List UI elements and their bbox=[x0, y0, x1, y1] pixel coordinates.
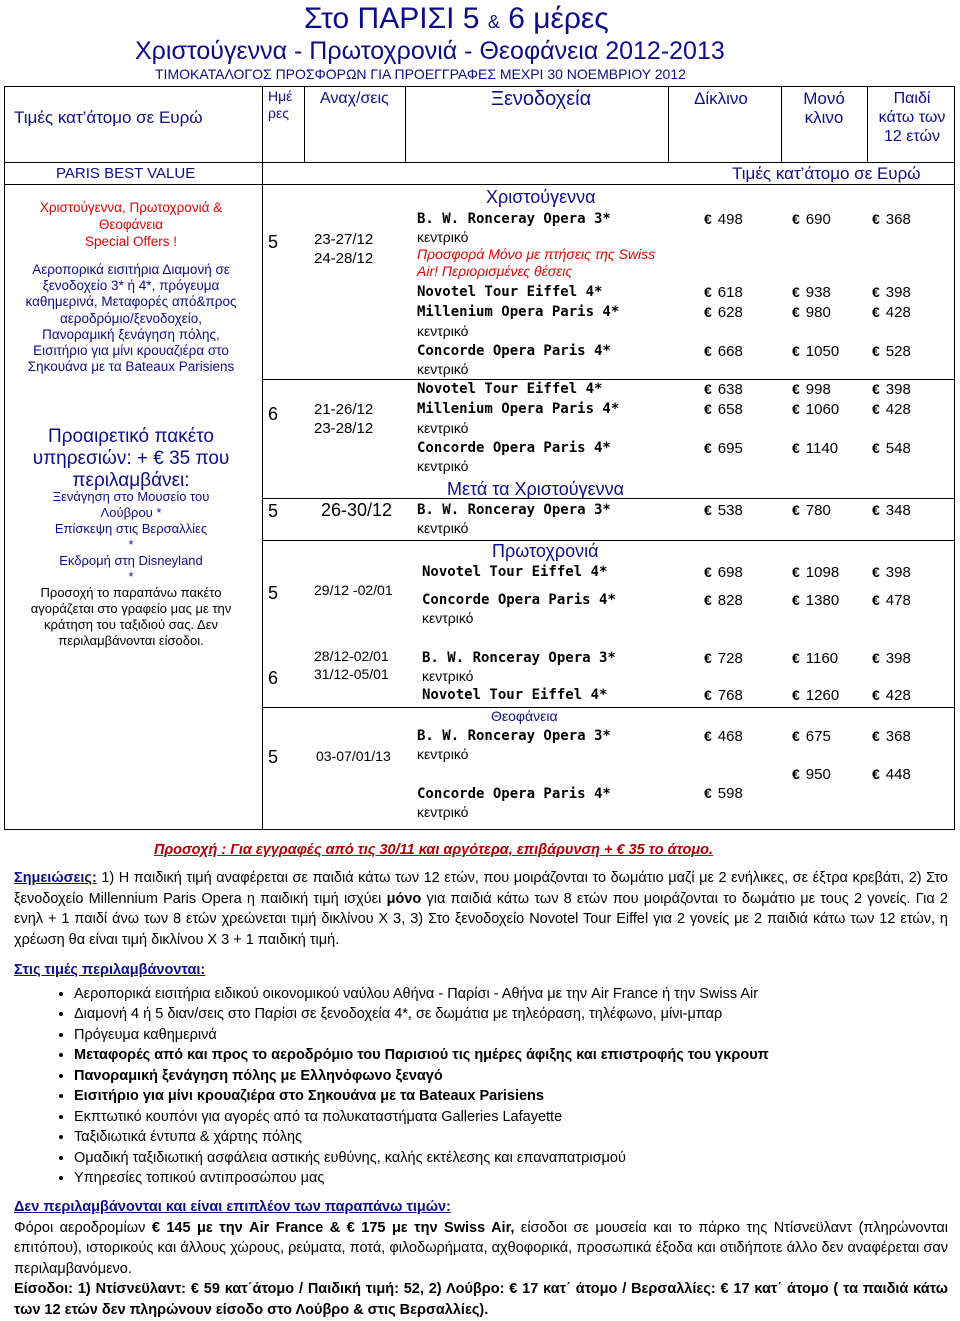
dates-3: 26-30/12 bbox=[321, 500, 393, 520]
euro-icon: € bbox=[792, 381, 800, 397]
price-child bbox=[872, 401, 911, 418]
price-value: 628 bbox=[717, 304, 743, 321]
package-warning: Προσοχή το παραπάνω πακέτο αγοράζεται στο γραφείο μας με την κράτηση του ταξιδιού σας. Δεν περιλαμβάνονται είσοδοι. bbox=[30, 585, 232, 648]
includes-text: Αεροπορικά εισιτήρια Διαμονή σε ξενοδοχείο 3* ή 4*, πρόγευμα καθημερινά, Μεταφορές από&προς αεροδρόμιο/ξενοδοχείο, Πανοραμική ξενάγηση πόλης, Εισιτήριο για μίνι κρουαζιέρα στο Σηκουάνα με τα Bateaux Parisiens bbox=[25, 262, 237, 375]
header-row-border bbox=[4, 162, 955, 163]
dates-5b: 31/12-05/01 bbox=[314, 666, 389, 682]
optional-disneyland: Εκδρομή στη Disneyland bbox=[59, 553, 203, 568]
price-value: 938 bbox=[805, 284, 831, 301]
euro-icon: € bbox=[872, 502, 880, 518]
price-value: 828 bbox=[717, 592, 743, 609]
price-child bbox=[872, 592, 911, 609]
euro-icon: € bbox=[704, 440, 712, 456]
price-value: 428 bbox=[885, 304, 911, 321]
price-value: 728 bbox=[717, 650, 743, 667]
euro-icon: € bbox=[872, 564, 880, 580]
col-departures: Αναχ/σεις bbox=[320, 90, 389, 107]
euro-icon: € bbox=[704, 564, 712, 580]
value-row-border bbox=[4, 184, 955, 185]
star-2: * bbox=[128, 569, 134, 584]
price-child bbox=[872, 304, 911, 321]
euro-icon: € bbox=[872, 211, 880, 227]
notes-text: 1) Η παιδική τιμή αναφέρεται σε παιδιά κάτω των 12 ετών, που μοιράζονται το δωμάτιο μαζί με 2 ενήλικες, σε έξτρα κρεβάτι, 2) Στο ξενοδοχείο Millennium Paris Opera η παιδική τιμή ισχύει bbox=[14, 870, 948, 907]
list-item: • Πρόγευμα καθημερινά bbox=[74, 1025, 948, 1046]
not-included-section bbox=[14, 1197, 948, 1320]
hotel-central-7: κεντρικό bbox=[422, 610, 474, 626]
days-divider bbox=[304, 86, 305, 163]
taxes-amounts: € 145 με την Air France & € 175 με την Swiss Air, bbox=[151, 1219, 515, 1236]
euro-icon: € bbox=[792, 401, 800, 417]
price-single bbox=[792, 304, 831, 321]
price-value: 548 bbox=[885, 440, 911, 457]
price-single bbox=[792, 592, 839, 609]
price-single bbox=[792, 343, 839, 360]
price-child bbox=[872, 502, 911, 519]
taxes-label: Φόροι αεροδρομίων bbox=[14, 1219, 146, 1236]
catalog-line: ΤΙΜΟΚΑΤΑΛΟΓΟΣ ΠΡΟΣΦΟΡΩΝ ΓΙΑ ΠΡΟΕΓΓΡΑΦΕΣ ΜΕΧΡΙ 30 ΝΟΕΜΒΡΙΟΥ 2012 bbox=[155, 66, 686, 82]
euro-icon: € bbox=[872, 440, 880, 456]
price-single bbox=[792, 687, 839, 704]
euro-icon: € bbox=[704, 502, 712, 518]
hotel-novotel-3: Novotel Tour Eiffel 4* bbox=[422, 564, 608, 580]
late-booking-warning: Προσοχή : Για εγγραφές από τις 30/11 και αργότερα, επιβάρυνση + € 35 το άτομο. bbox=[154, 842, 713, 858]
col-child-label: Παιδί κάτω των 12 ετών bbox=[878, 90, 946, 145]
euro-icon: € bbox=[704, 592, 712, 608]
euro-icon: € bbox=[704, 687, 712, 703]
price-single bbox=[792, 650, 838, 667]
section-epiphany: Θεοφάνεια bbox=[491, 708, 558, 724]
price-double bbox=[704, 564, 743, 581]
days-6: 5 bbox=[268, 747, 279, 767]
price-double bbox=[704, 401, 743, 418]
price-value: 468 bbox=[717, 728, 743, 745]
list-item: • Εκπτωτικό κουπόνι για αγορές από τα πολυκαταστήματα Galleries Lafayette bbox=[74, 1107, 948, 1128]
euro-icon: € bbox=[704, 284, 712, 300]
price-value: 478 bbox=[885, 592, 911, 609]
euro-icon: € bbox=[704, 650, 712, 666]
euro-icon: € bbox=[792, 440, 800, 456]
price-single bbox=[792, 564, 839, 581]
included-title: Στις τιμές περιλαμβάνονται: bbox=[14, 962, 206, 978]
price-child bbox=[872, 440, 911, 457]
optional-louvre: Ξενάγηση στο Μουσείο του Λούβρου * bbox=[52, 489, 210, 520]
euro-icon: € bbox=[872, 687, 880, 703]
hotel-novotel-4: Novotel Tour Eiffel 4* bbox=[422, 687, 608, 703]
euro-icon: € bbox=[872, 284, 880, 300]
price-value: 398 bbox=[885, 381, 911, 398]
euro-icon: € bbox=[704, 343, 712, 359]
euro-icon: € bbox=[872, 592, 880, 608]
prices-label-right: Τιμές κατ’άτομο σε Ευρώ bbox=[732, 164, 921, 183]
days-3: 5 bbox=[268, 501, 279, 521]
price-double bbox=[704, 304, 743, 321]
days-5: 6 bbox=[268, 668, 279, 688]
price-value: 1140 bbox=[805, 440, 839, 457]
page-subtitle: Χριστούγεννα - Πρωτοχρονιά - Θεοφάνεια 2012-2013 bbox=[135, 37, 725, 65]
hotel-millenium-1: Millenium Opera Paris 4* bbox=[417, 304, 620, 320]
price-value: 1060 bbox=[805, 401, 840, 418]
price-value: 368 bbox=[885, 728, 911, 745]
dates-1b: 24-28/12 bbox=[314, 250, 374, 267]
price-value: 598 bbox=[717, 785, 743, 802]
single-divider bbox=[867, 86, 868, 163]
notes-text-2: για παιδιά κάτω των 8 ετών που μοιράζονται το δωμάτιο με τους 2 γονείς. Για 2 ενηλ + 1 παιδί άνω των 8 ετών χρεώνεται τιμή δικλίνου Χ 3, 3) Στο ξενοδοχείο Novotel Tour Eiffel για 2 γονείς με 2 παιδιά κάτω των 12 ετών, η χρέωση θα είναι τιμή δικλίνου Χ 3 + 1 παιδική τιμή. bbox=[14, 890, 948, 948]
hotel-ronceray-3: B. W. Ronceray Opera 3* bbox=[422, 650, 616, 666]
price-double bbox=[704, 381, 743, 398]
price-value: 950 bbox=[805, 766, 831, 783]
price-value: 498 bbox=[717, 211, 743, 228]
dates-divider bbox=[405, 86, 406, 163]
col-single-label: Μονό κλινο bbox=[803, 89, 845, 127]
price-child bbox=[872, 650, 911, 667]
price-double bbox=[704, 592, 743, 609]
list-item: • Μεταφορές από και προς το αεροδρόμιο του Παρισιού τις ημέρες άφιξης και επιστροφής του γκρουπ bbox=[74, 1045, 948, 1066]
page-title bbox=[304, 2, 609, 36]
euro-icon: € bbox=[872, 650, 880, 666]
dates-1a: 23-27/12 bbox=[314, 231, 374, 248]
days-1: 5 bbox=[268, 232, 279, 252]
double-divider bbox=[781, 86, 782, 163]
section-border-3 bbox=[262, 540, 955, 541]
special-offers-label: Special Offers ! bbox=[84, 234, 178, 249]
euro-icon: € bbox=[872, 766, 880, 782]
included-list bbox=[14, 984, 948, 1189]
euro-icon: € bbox=[792, 687, 800, 703]
euro-icon: € bbox=[792, 592, 800, 608]
hotel-central-4: κεντρικό bbox=[417, 420, 469, 436]
best-value-label: PARIS BEST VALUE bbox=[56, 165, 196, 182]
price-double bbox=[704, 343, 743, 360]
table-top-border bbox=[4, 86, 955, 87]
price-value: 1160 bbox=[805, 650, 839, 667]
list-item: • Πανοραμική ξενάγηση πόλης με Ελληνόφωνο ξεναγό bbox=[74, 1066, 948, 1087]
price-double bbox=[704, 502, 743, 519]
euro-icon: € bbox=[704, 211, 712, 227]
price-value: 690 bbox=[805, 211, 831, 228]
col-double: Δίκλινο bbox=[694, 89, 748, 108]
price-value: 980 bbox=[805, 304, 831, 321]
hotel-concorde-1: Concorde Opera Paris 4* bbox=[417, 343, 611, 359]
occasions-label: Χριστούγεννα, Πρωτοχρονιά & Θεοφάνεια bbox=[39, 200, 223, 232]
price-double bbox=[704, 650, 743, 667]
hotel-novotel-2: Novotel Tour Eiffel 4* bbox=[417, 381, 603, 397]
price-child bbox=[872, 211, 911, 228]
hotel-central-6: κεντρικό bbox=[417, 520, 469, 536]
price-double bbox=[704, 440, 743, 457]
star-1: * bbox=[128, 537, 134, 552]
euro-icon: € bbox=[872, 728, 880, 744]
section-new-year: Πρωτοχρονιά bbox=[492, 541, 599, 561]
dates-2b: 23-28/12 bbox=[314, 420, 374, 437]
included-section bbox=[14, 960, 948, 1189]
title-main: Στο ΠΑΡΙΣΙ 5 bbox=[304, 2, 480, 35]
title-days: 6 μέρες bbox=[508, 2, 609, 35]
euro-icon: € bbox=[792, 650, 800, 666]
euro-icon: € bbox=[792, 211, 800, 227]
hotel-central-1: κεντρικό bbox=[417, 229, 469, 245]
euro-icon: € bbox=[792, 284, 800, 300]
price-child bbox=[872, 728, 911, 745]
price-value: 448 bbox=[885, 766, 911, 783]
col-days bbox=[268, 88, 300, 122]
price-value: 398 bbox=[885, 284, 911, 301]
table-right-border bbox=[954, 86, 955, 829]
euro-icon: € bbox=[872, 304, 880, 320]
optional-versailles: Επίσκεψη στις Βερσαλλίες bbox=[54, 521, 208, 536]
price-value: 658 bbox=[717, 401, 743, 418]
not-included-rest: είσοδοι σε μουσεία και το πάρκο της Ντίσνεϋλαντ (πληρώνονται επιτόπου), ιστορικούς και άλλους χώρους, ρεύματα, ποτά, φιλοδωρήματα, αχθοφορικά, προσωπικά έξοδα και οτιδήποτε άλλο δεν αναφέρεται σαν περιλαμβανόμενο. bbox=[14, 1219, 948, 1277]
occasions-text bbox=[0, 199, 262, 250]
hotel-concorde-2: Concorde Opera Paris 4* bbox=[417, 440, 611, 456]
hotel-millenium-2: Millenium Opera Paris 4* bbox=[417, 401, 620, 417]
optional-title: Προαιρετικό πακέτο υπηρεσιών: + € 35 που περιλαμβάνει: bbox=[32, 426, 230, 491]
hotel-concorde-3: Concorde Opera Paris 4* bbox=[422, 592, 616, 608]
list-item: • Ταξιδιωτικά έντυπα & χάρτης πόλης bbox=[74, 1127, 948, 1148]
section-christmas: Χριστούγεννα bbox=[486, 187, 596, 207]
list-item: • Ομαδική ταξιδιωτική ασφάλεια αστικής ευθύνης, καλής εκτέλεσης και επαναπατρισμού bbox=[74, 1148, 948, 1169]
left-panel-divider bbox=[262, 86, 263, 829]
price-double bbox=[704, 728, 743, 745]
price-value: 618 bbox=[717, 284, 743, 301]
notes-only: μόνο bbox=[386, 890, 422, 907]
euro-icon: € bbox=[704, 728, 712, 744]
hotel-central-5: κεντρικό bbox=[417, 458, 469, 474]
list-item: • Υπηρεσίες τοπικού αντιπροσώπου μας bbox=[74, 1168, 948, 1189]
euro-icon: € bbox=[704, 785, 712, 801]
price-single bbox=[792, 381, 831, 398]
euro-icon: € bbox=[792, 766, 800, 782]
hotel-ronceray-2: B. W. Ronceray Opera 3* bbox=[417, 502, 611, 518]
not-included-text bbox=[14, 1218, 948, 1280]
hotel-central-3: κεντρικό bbox=[417, 361, 469, 377]
price-value: 698 bbox=[717, 564, 743, 581]
price-single bbox=[792, 440, 838, 457]
price-value: 695 bbox=[717, 440, 743, 457]
price-value: 780 bbox=[805, 502, 831, 519]
dates-6: 03-07/01/13 bbox=[316, 748, 391, 764]
price-value: 1098 bbox=[805, 564, 840, 581]
euro-icon: € bbox=[704, 381, 712, 397]
price-value: 428 bbox=[885, 401, 911, 418]
table-bottom-border bbox=[4, 829, 955, 830]
hotel-concorde-4: Concorde Opera Paris 4* bbox=[417, 786, 611, 802]
hotel-central-8: κεντρικό bbox=[422, 668, 474, 684]
price-value: 398 bbox=[885, 564, 911, 581]
euro-icon: € bbox=[792, 304, 800, 320]
euro-icon: € bbox=[792, 728, 800, 744]
col-single bbox=[794, 89, 854, 127]
entrance-fees: Είσοδοι: 1) Ντίσνεϋλαντ: € 59 κατ΄άτομο / Παιδική τιμή: 52, 2) Λούβρο: € 17 κατ΄ άτομο / Βερσαλλίες: € 17 κατ΄ άτομο ( τα παιδιά κάτω των 12 ετών δεν πληρώνουν είσοδο στο Λούβρο & στις Βερσαλλίες). bbox=[14, 1281, 948, 1318]
list-item: • Αεροπορικά εισιτήρια ειδικού οικονομικού ναύλου Αθήνα - Παρίσι - Αθήνα με την Air France ή την Swiss Air bbox=[74, 984, 948, 1005]
hotel-novotel-1: Novotel Tour Eiffel 4* bbox=[417, 284, 603, 300]
price-single bbox=[792, 211, 831, 228]
col-child bbox=[874, 89, 950, 146]
section-after-christmas: Μετά τα Χριστούγεννα bbox=[447, 479, 625, 499]
price-value: 675 bbox=[805, 728, 831, 745]
hotel-central-10: κεντρικό bbox=[417, 804, 469, 820]
list-item: • Διαμονή 4 ή 5 διαν/σεις στο Παρίσι σε ξενοδοχεία 4*, σε δωμάτια με τηλεόραση, τηλέφωνο, μίνι-μπαρ bbox=[74, 1004, 948, 1025]
euro-icon: € bbox=[792, 343, 800, 359]
euro-icon: € bbox=[704, 304, 712, 320]
price-double bbox=[704, 687, 743, 704]
notes-paragraph bbox=[14, 868, 948, 950]
hotel-ronceray-1: B. W. Ronceray Opera 3* bbox=[417, 211, 611, 227]
notes-label: Σημειώσεις: bbox=[14, 870, 97, 886]
col-hotels: Ξενοδοχεία bbox=[491, 88, 592, 110]
section-border-4 bbox=[262, 707, 955, 708]
hotel-central-9: κεντρικό bbox=[417, 746, 469, 762]
list-item: • Εισιτήριο για μίνι κρουαζιέρα στο Σηκουάνα με τα Bateaux Parisiens bbox=[74, 1086, 948, 1107]
price-child bbox=[872, 766, 911, 783]
price-value: 538 bbox=[717, 502, 743, 519]
price-value: 998 bbox=[805, 381, 831, 398]
section-border-1 bbox=[262, 379, 955, 380]
euro-icon: € bbox=[872, 381, 880, 397]
price-double bbox=[704, 211, 743, 228]
swiss-air-offer: Προσφορά Μόνο με πτήσεις της Swiss Air! Περιορισμένες θέσεις bbox=[417, 246, 656, 279]
price-value: 528 bbox=[885, 343, 911, 360]
hotels-divider bbox=[668, 86, 669, 163]
price-double bbox=[704, 785, 743, 802]
price-child bbox=[872, 564, 911, 581]
dates-5a: 28/12-02/01 bbox=[314, 648, 389, 664]
dates-2a: 21-26/12 bbox=[314, 401, 374, 418]
price-child bbox=[872, 381, 911, 398]
dates-4: 29/12 -02/01 bbox=[314, 582, 393, 598]
days-2: 6 bbox=[268, 404, 279, 424]
col-prices-label: Τιμές κατ’άτομο σε Ευρώ bbox=[14, 108, 203, 127]
title-amp: & bbox=[487, 12, 500, 32]
price-child bbox=[872, 284, 911, 301]
price-child bbox=[872, 687, 911, 704]
hotel-ronceray-4: B. W. Ronceray Opera 3* bbox=[417, 728, 611, 744]
price-single bbox=[792, 401, 839, 418]
price-value: 668 bbox=[717, 343, 743, 360]
price-value: 428 bbox=[885, 687, 911, 704]
col-days-label: Ημέ ρες bbox=[268, 88, 293, 121]
price-value: 398 bbox=[885, 650, 911, 667]
price-value: 1260 bbox=[805, 687, 840, 704]
optional-list bbox=[0, 489, 262, 585]
euro-icon: € bbox=[872, 343, 880, 359]
price-value: 768 bbox=[717, 687, 743, 704]
price-value: 1380 bbox=[805, 592, 840, 609]
days-4: 5 bbox=[268, 583, 279, 603]
price-value: 368 bbox=[885, 211, 911, 228]
not-included-title: Δεν περιλαμβάνονται και είναι επιπλέον των παραπάνω τιμών: bbox=[14, 1199, 451, 1215]
price-double bbox=[704, 284, 743, 301]
euro-icon: € bbox=[792, 564, 800, 580]
euro-icon: € bbox=[792, 502, 800, 518]
price-single bbox=[792, 284, 831, 301]
price-single bbox=[792, 766, 831, 783]
price-child bbox=[872, 343, 911, 360]
price-value: 348 bbox=[885, 502, 911, 519]
hotel-central-2: κεντρικό bbox=[417, 323, 469, 339]
price-value: 638 bbox=[717, 381, 743, 398]
euro-icon: € bbox=[704, 401, 712, 417]
price-value: 1050 bbox=[805, 343, 840, 360]
price-single bbox=[792, 728, 831, 745]
euro-icon: € bbox=[872, 401, 880, 417]
price-single bbox=[792, 502, 831, 519]
